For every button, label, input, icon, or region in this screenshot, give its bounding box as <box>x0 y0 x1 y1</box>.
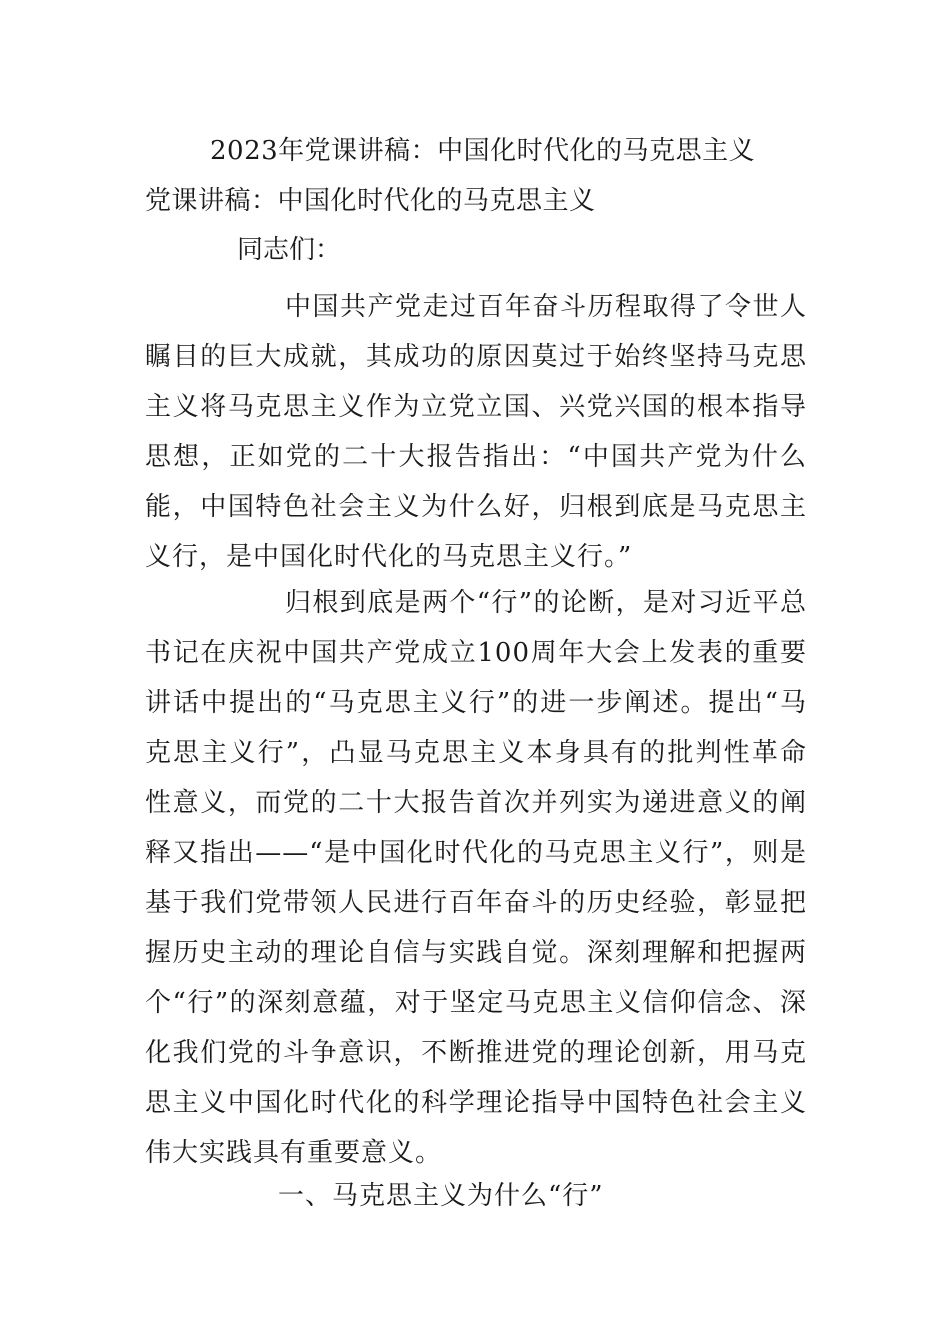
salutation: 同志们： <box>237 235 342 265</box>
paragraph-1: 中国共产党走过百年奋斗历程取得了令世人瞩目的巨大成就，其成功的原因莫过于始终坚持马克思主义将马克思主义作为立党立国、兴党兴国的根本指导思想，正如党的二十大报告指出：“中国共产党为什么能，中国特色社会主义为什么好，归根到底是马克思主义行，是中国化时代化的马克思主义行。” <box>145 292 807 572</box>
paragraph-2: 归根到底是两个“行”的论断，是对习近平总书记在庆祝中国共产党成立100周年大会上发表的重要讲话中提出的“马克思主义行”的进一步阐述。提出“马克思主义行”，凸显马克思主义本身具有的批判性革命性意义，而党的二十大报告首次并列实为递进意义的阐释又指出——“是中国化时代化的马克思主义行”，则是基于我们党带领人民进行百年奋斗的历史经验，彰显把握历史主动的理论自信与实践自觉。深刻理解和把握两个“行”的深刻意蕴，对于坚定马克思主义信仰信念、深化我们党的斗争意识，不断推进党的理论创新，用马克思主义中国化时代化的科学理论指导中国特色社会主义伟大实践具有重要意义。 <box>145 588 807 1168</box>
document-title: 2023年党课讲稿：中国化时代化的马克思主义 <box>210 136 756 166</box>
section-heading: 一、马克思主义为什么“行” <box>278 1181 604 1211</box>
document-subtitle: 党课讲稿：中国化时代化的马克思主义 <box>145 186 596 216</box>
